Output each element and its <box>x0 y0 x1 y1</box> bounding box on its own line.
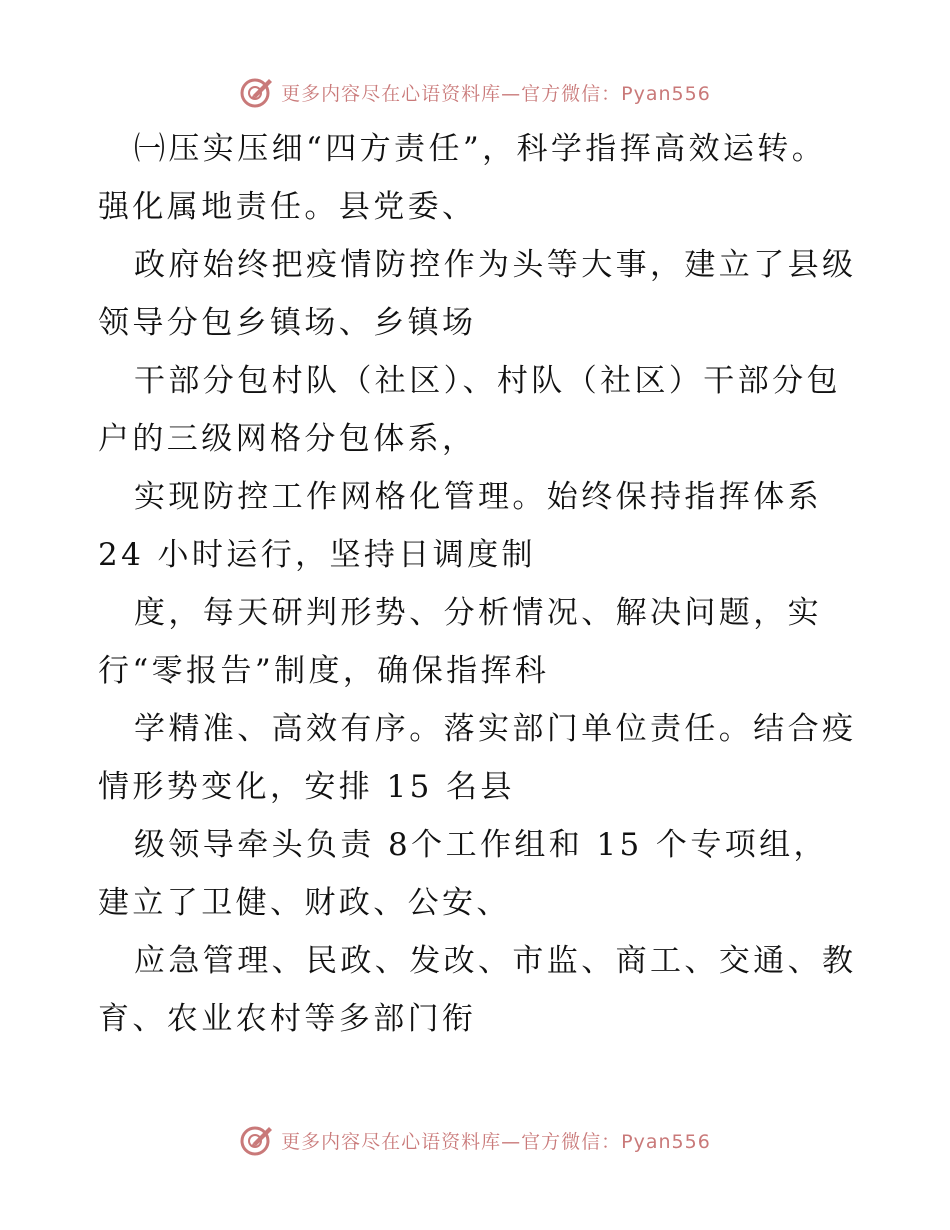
footer-watermark <box>0 1120 950 1160</box>
shield-pen-logo-icon <box>239 1123 275 1157</box>
paragraph-line: 实现防控工作网格化管理。始终保持指挥体系 <box>134 479 822 515</box>
paragraph-line: 强化属地责任。县党委、 <box>98 189 477 225</box>
shield-pen-logo-icon <box>239 75 275 109</box>
paragraph-line: 学精准、高效有序。落实部门单位责任。结合疫 <box>134 711 857 747</box>
paragraph-line: 应急管理、民政、发改、市监、商工、交通、教 <box>134 943 857 979</box>
paragraph-line: 度，每天研判形势、分析情况、解决问题，实 <box>134 595 822 631</box>
paragraph-line: 政府始终把疫情防控作为头等大事，建立了县级 <box>134 247 857 283</box>
header-watermark-text: 更多内容尽在心语资料库—官方微信：Pyan556 <box>281 82 711 105</box>
paragraph-line: 行“零报告”制度，确保指挥科 <box>98 653 550 689</box>
paragraph-line: 24 小时运行，坚持日调度制 <box>98 537 536 573</box>
paragraph-line: 建立了卫健、财政、公安、 <box>98 885 511 921</box>
paragraph-line: 育、农业农村等多部门衔 <box>98 1001 477 1037</box>
footer-watermark-text: 更多内容尽在心语资料库—官方微信：Pyan556 <box>281 1130 711 1153</box>
paragraph-line: 户的三级网格分包体系， <box>98 421 477 457</box>
paragraph-line: ㈠压实压细“四方责任”，科学指挥高效运转。 <box>134 131 827 167</box>
paragraph-line: 领导分包乡镇场、乡镇场 <box>98 305 477 341</box>
document-body <box>98 120 868 1048</box>
paragraph-line: 级领导牵头负责 8个工作组和 15 个专项组， <box>134 827 828 863</box>
paragraph-line: 干部分包村队（社区）、村队（社区）干部分包 <box>134 363 841 399</box>
header-watermark <box>0 72 950 112</box>
paragraph-line: 情形势变化，安排 15 名县 <box>98 769 515 805</box>
